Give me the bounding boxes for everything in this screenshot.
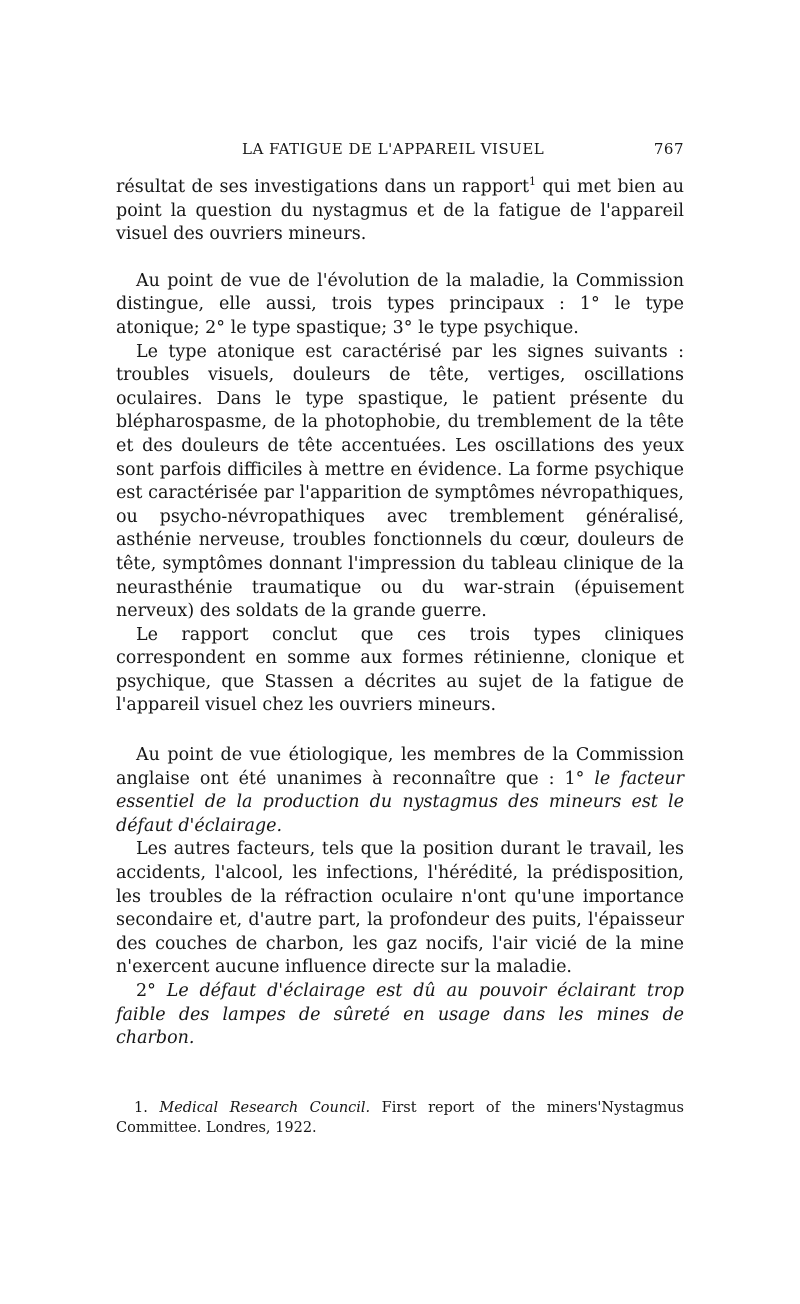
footnote-marker: 1.	[134, 1100, 160, 1116]
footnote-1	[116, 1098, 684, 1138]
body-text	[116, 176, 684, 1051]
paragraph-4: Le rapport conclut que ces trois types cliniques correspondent en somme aux formes rétinienne, clonique et psychique, que Stassen a décrites au sujet de la fatigue de l'appareil visuel chez les ouvriers mineurs.	[116, 624, 684, 716]
paragraph-2: Au point de vue de l'évolution de la maladie, la Commission distingue, elle aussi, trois types principaux : 1° le type atonique; 2° le type spastique; 3° le type psychique.	[116, 270, 684, 338]
paragraph-5	[116, 744, 684, 838]
paragraph-5-italic: le facteur essentiel de la production du nystagmus des mineurs est le défaut d'éclairage.	[116, 768, 684, 836]
page-number: 767	[653, 140, 684, 158]
running-header	[116, 140, 684, 166]
paragraph-7-text: 2°	[136, 981, 167, 1001]
footnote-text: First report of the miners'Nystagmus Committee. Londres, 1922.	[116, 1100, 684, 1136]
paragraph-5-text: Au point de vue étiologique, les membres de la Commission anglaise ont été unanimes à reconnaître que : 1°	[116, 745, 684, 789]
running-title: LA FATIGUE DE L'APPAREIL VISUEL	[242, 140, 545, 158]
paragraph-7-italic: Le défaut d'éclairage est dû au pouvoir éclairant trop faible des lampes de sûreté en usage dans les mines de charbon.	[116, 981, 685, 1049]
footnotes	[116, 1098, 684, 1138]
paragraph-6: Les autres facteurs, tels que la position durant le travail, les accidents, l'alcool, les infections, l'hérédité, la prédisposition, les troubles de la réfraction oculaire n'ont qu'une importance secondaire et, d'autre part, la profondeur des puits, l'épaisseur des couches de charbon, les gaz nocifs, l'air vicié de la mine n'exercent aucune influence directe sur la maladie.	[116, 839, 684, 978]
paragraph-3: Le type atonique est caractérisé par les signes suivants : troubles visuels, douleurs de tête, vertiges, oscillations oculaires. Dans le type spastique, le patient présente du blépharospasme, de la photophobie, du tremblement de la tête et des douleurs de tête accentuées. Les oscillations des yeux sont parfois difficiles à mettre en évidence. La forme psychique est caractérisée par l'apparition de symptômes névropathiques, ou psycho-névropathiques avec tremblement généralisé, asthénie nerveuse, troubles fonctionnels du cœur, douleurs de tête, symptômes donnant l'impression du tableau clinique de la neurasthénie traumatique ou du war-strain (épuisement nerveux) des soldats de la grande guerre.	[116, 341, 684, 622]
paragraph-1-rest: qui met bien au point la question du nystagmus et de la fatigue de l'appareil visuel des ouvriers mineurs.	[116, 177, 684, 245]
paragraph-7	[116, 980, 684, 1051]
footnote-ref: 1	[529, 175, 536, 189]
paragraph-1-text: résultat de ses investigations dans un rapport	[116, 177, 529, 197]
paragraph-1	[116, 176, 684, 247]
footnote-source: Medical Research Council.	[159, 1100, 371, 1116]
